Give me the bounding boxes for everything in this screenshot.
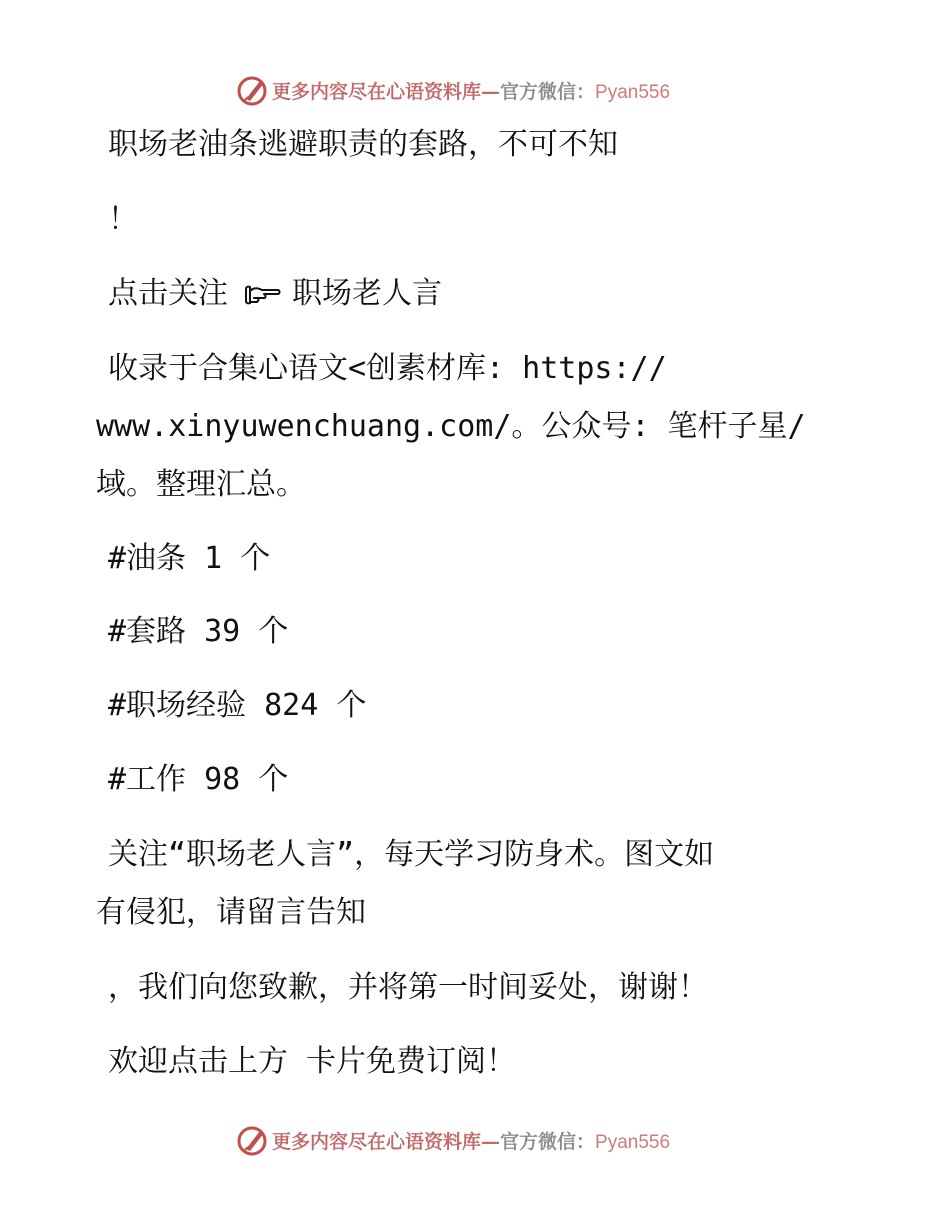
follow-line (108, 277, 442, 311)
follow-account[interactable]: 职场老人言 (292, 276, 442, 311)
subscribe-line: 欢迎点击上方 卡片免费订阅！ (108, 1044, 517, 1079)
quill-seal-icon (236, 1123, 270, 1157)
footer-banner (236, 1122, 670, 1158)
banner-label: 官方微信： (500, 80, 596, 103)
notice-line-3: ，我们向您致歉，并将第一时间妥处，谢谢！ (108, 970, 708, 1005)
notice-line-1: 关注“职场老人言”，每天学习防身术。图文如 (108, 837, 715, 872)
banner-prefix: 更多内容尽在心语资料库 (272, 1130, 482, 1153)
pointing-hand-icon (242, 283, 282, 307)
banner-text (272, 77, 670, 104)
tag-item[interactable]: #套路 39 个 (108, 614, 289, 649)
notice-line-2: 有侵犯，请留言告知 (96, 895, 366, 930)
follow-prefix: 点击关注 (108, 276, 228, 311)
banner-dash: — (481, 80, 501, 103)
collected-line-2: www.xinyuwenchuang.com/。公众号: 笔杆子星/ (96, 409, 806, 444)
banner-label: 官方微信： (500, 1130, 596, 1153)
header-banner (236, 72, 670, 108)
collected-line-1: 收录于合集心语文<创素材库: https:// (108, 351, 667, 386)
tag-item[interactable]: #工作 98 个 (108, 762, 289, 797)
article-title-line-2: ！ (108, 202, 138, 237)
article-title-line-1: 职场老油条逃避职责的套路，不可不知 (108, 127, 618, 162)
collected-line-3: 域。整理汇总。 (96, 467, 306, 502)
banner-wechat-id: Pyan556 (595, 81, 671, 103)
banner-prefix: 更多内容尽在心语资料库 (272, 80, 482, 103)
banner-wechat-id: Pyan556 (595, 1131, 671, 1153)
tag-item[interactable]: #油条 1 个 (108, 541, 271, 576)
banner-text (272, 1127, 670, 1154)
quill-seal-icon (236, 73, 270, 107)
banner-dash: — (481, 1130, 501, 1153)
tag-item[interactable]: #职场经验 824 个 (108, 688, 367, 723)
